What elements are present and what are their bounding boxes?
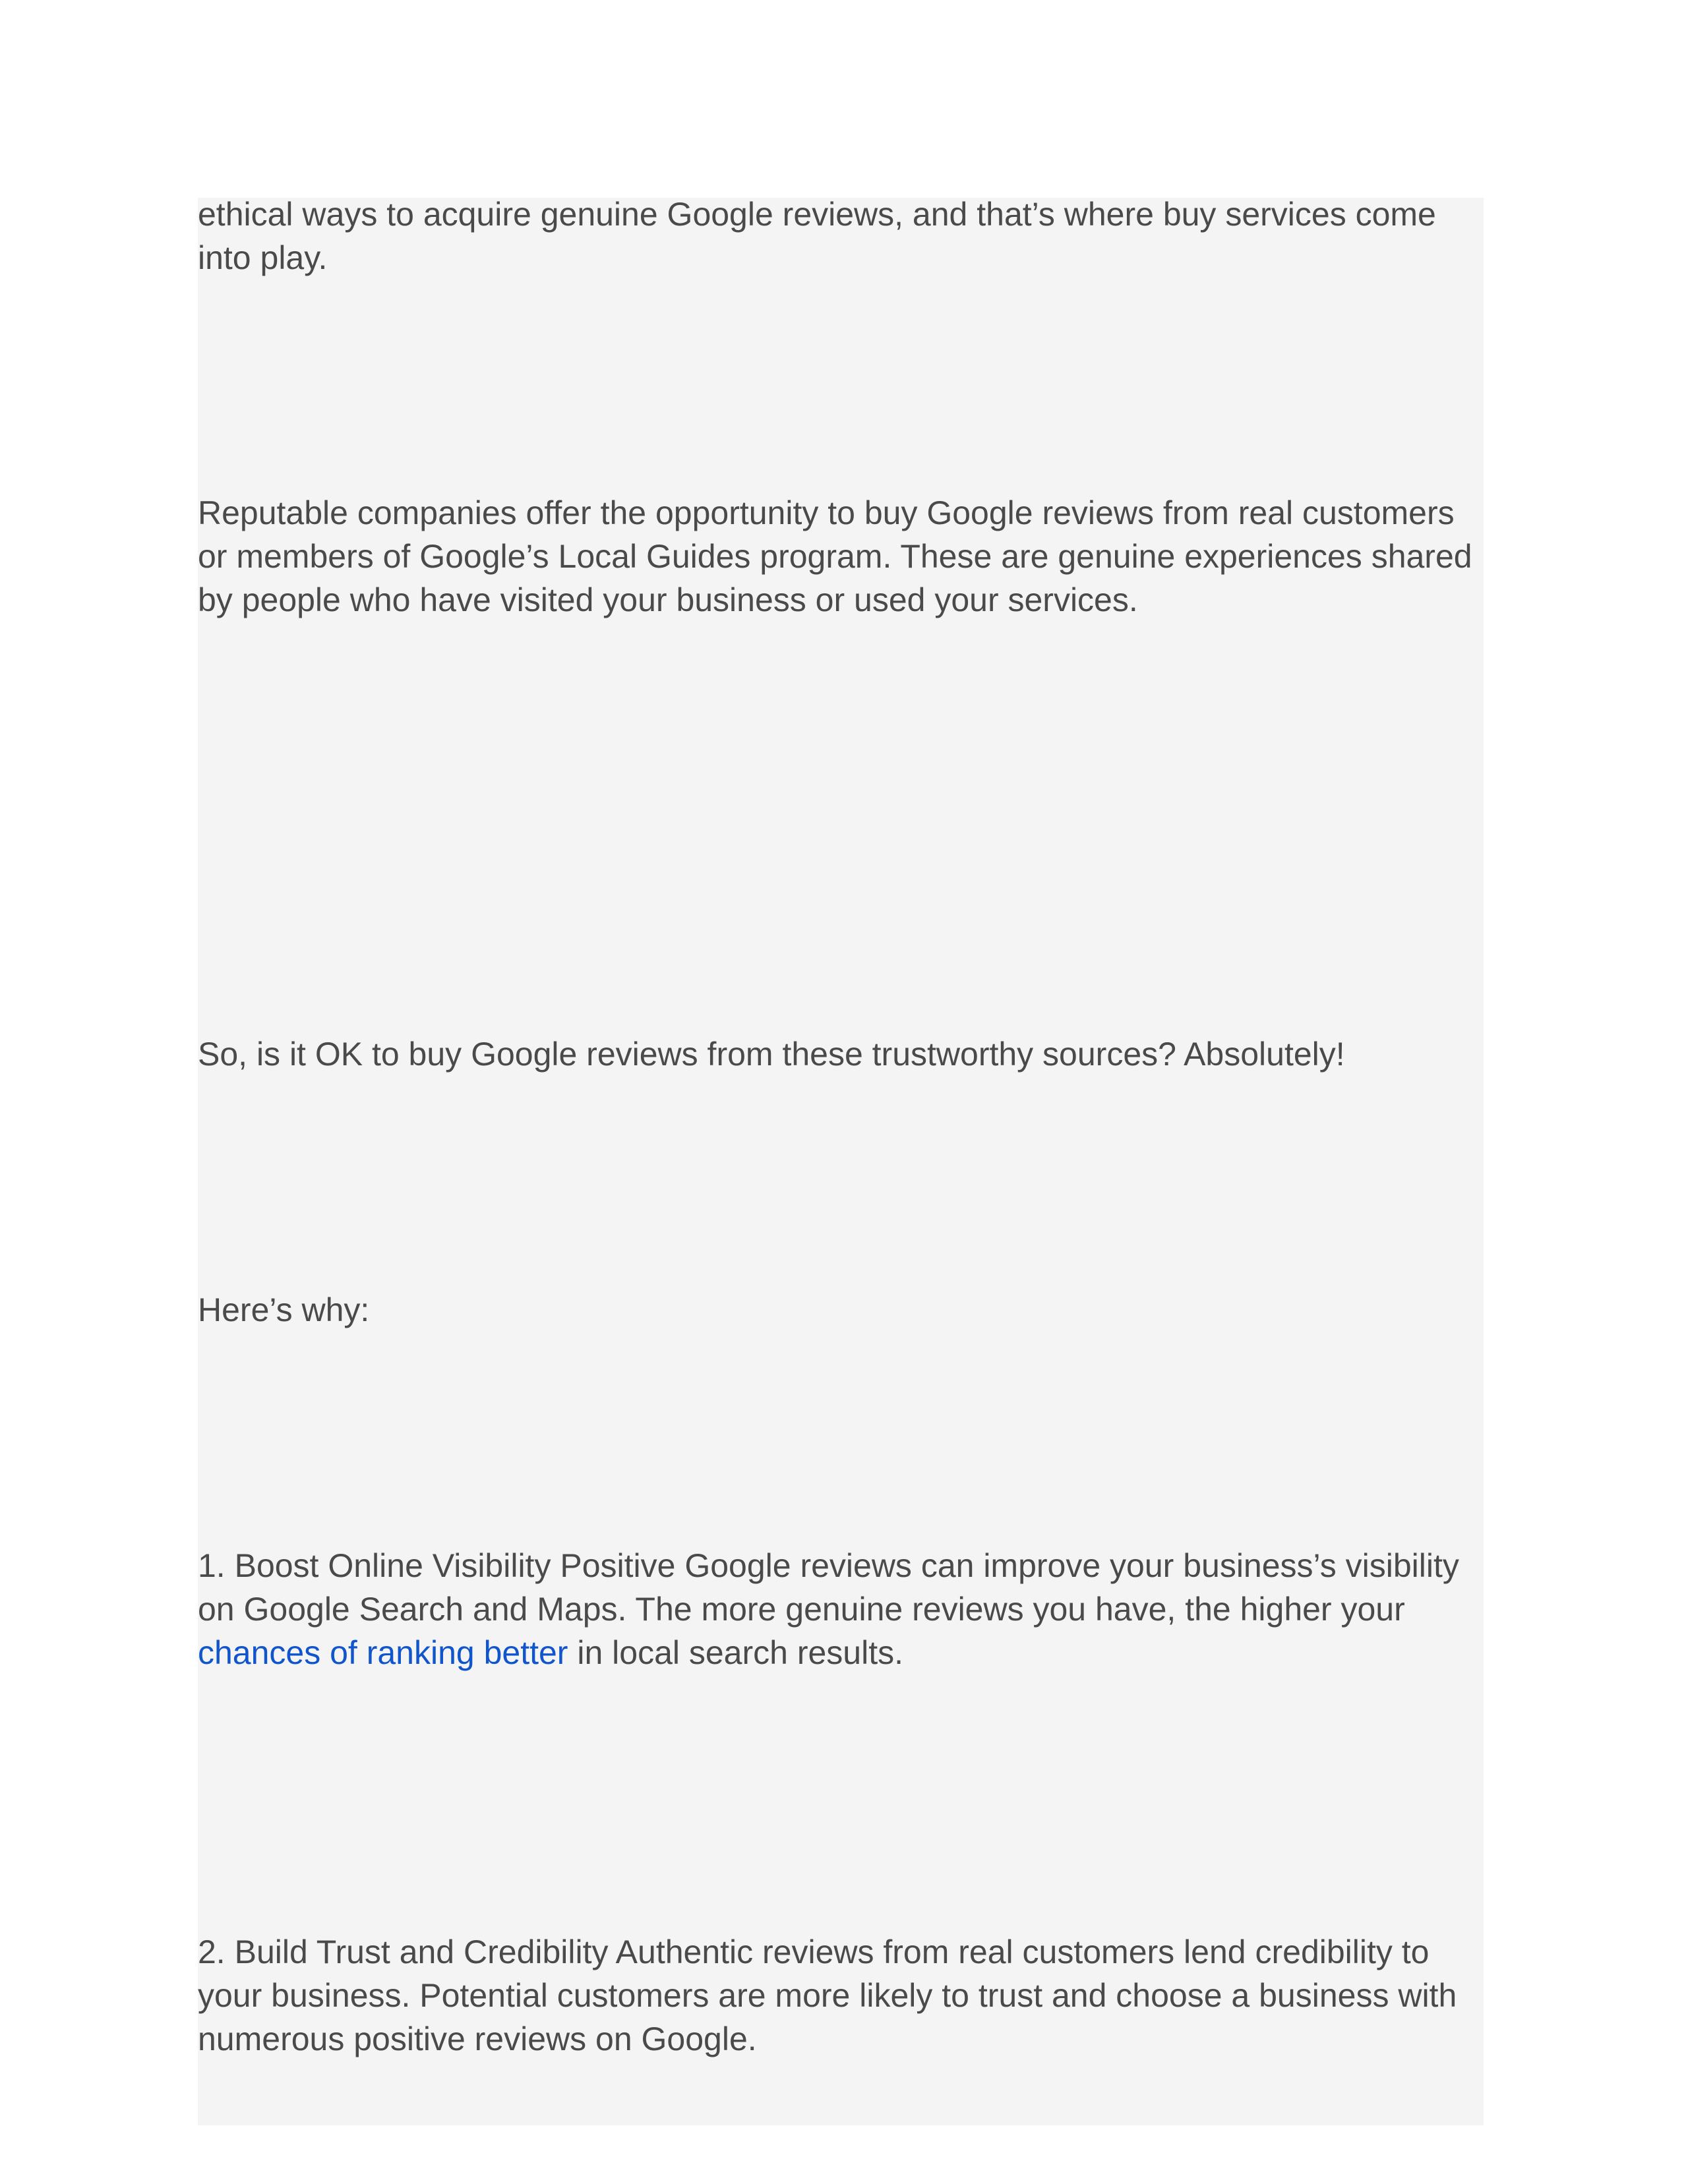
ranking-better-link[interactable]: chances of ranking better xyxy=(198,1634,568,1671)
section-text-boost-visibility: Positive Google reviews can improve your business’s visibility on Google Search and Maps. The more genuine reviews you have, the higher your xyxy=(198,1547,1459,1628)
content-block xyxy=(198,198,1484,2125)
section-heading-build-trust: 2. Build Trust and Credibility xyxy=(198,1933,609,1970)
paragraph-is-it-ok: So, is it OK to buy Google reviews from these trustworthy sources? Absolutely! xyxy=(198,1036,1345,1073)
section-text-build-trust: Authentic reviews from real customers lend credibility to your business. Potential customers are more likely to trust and choose a business with numerous positive reviews on Google. xyxy=(198,1933,1457,2057)
section-build-trust xyxy=(198,1930,1484,2061)
paragraph-ethical-ways: ethical ways to acquire genuine Google reviews, and that’s where buy services come into play. xyxy=(198,196,1436,276)
paragraph-reputable-companies: Reputable companies offer the opportunity to buy Google reviews from real customers or members of Google’s Local Guides program. These are genuine experiences shared by people who have visited your business or used your services. xyxy=(198,494,1472,618)
section-heading-boost-visibility: 1. Boost Online Visibility xyxy=(198,1547,551,1584)
section-text-boost-visibility-end: in local search results. xyxy=(568,1634,903,1671)
section-boost-visibility xyxy=(198,1544,1484,1674)
paragraph-heres-why: Here’s why: xyxy=(198,1291,370,1328)
